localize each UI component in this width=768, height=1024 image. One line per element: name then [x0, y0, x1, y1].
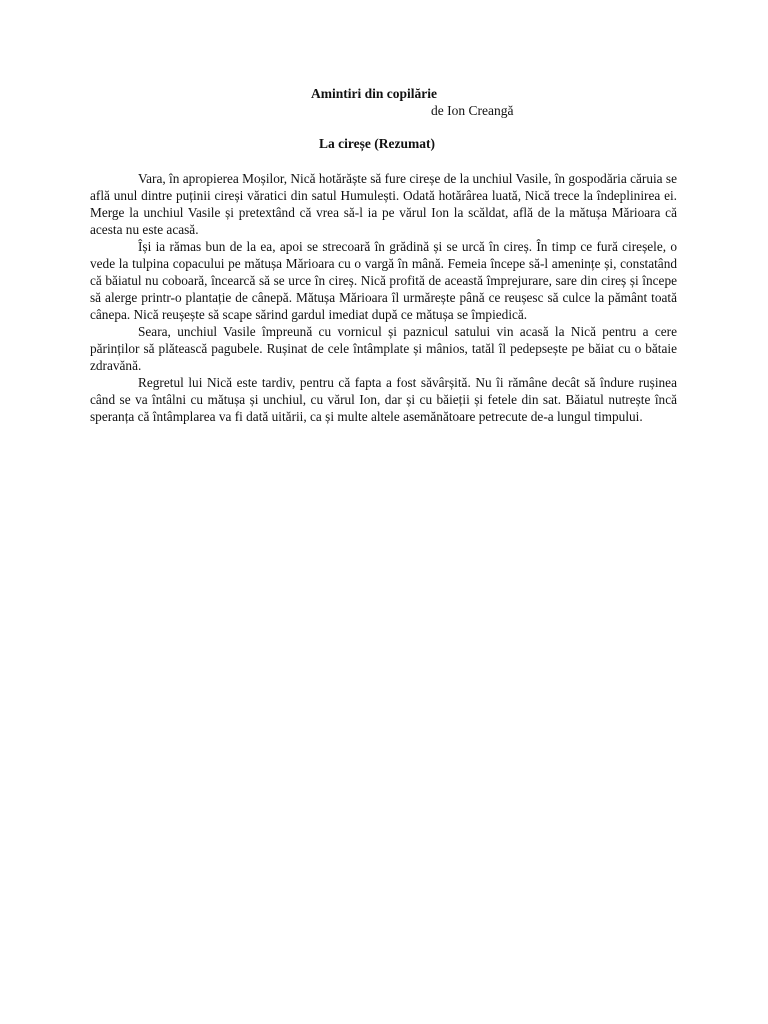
document-body [90, 170, 677, 425]
paragraph-2: Își ia rămas bun de la ea, apoi se strecoară în grădină și se urcă în cireș. În timp ce fură cireșele, o vede la tulpina copacului pe mătușa Mărioara cu o vargă în mână. Femeia începe să-l amenințe și, constatând că băiatul nu coboară, încearcă să se urce în cireș. Nică profită de această împrejurare, sare din cireș și începe să alerge printr-o plantație de cânepă. Mătușa Mărioara îl urmărește până ce reușesc să culce la pământ toată cânepa. Nică reușește să scape sărind gardul imediat după ce mătușa se împiedică. [90, 239, 677, 322]
paragraph-1: Vara, în apropierea Moșilor, Nică hotărăște să fure cireșe de la unchiul Vasile, în gospodăria căruia se află unul dintre puținii cireși văratici din satul Humulești. Odată hotărârea luată, Nică trece la îndeplinirea ei. Merge la unchiul Vasile și pretextând că vrea să-l ia pe vărul Ion la scăldat, află de la mătușa Mărioara că acesta nu este acasă. [90, 171, 677, 237]
document-author: de Ion Creangă [431, 103, 514, 118]
paragraph-4: Regretul lui Nică este tardiv, pentru că fapta a fost săvârșită. Nu îi rămâne decât să îndure rușinea când se va întâlni cu mătușa și unchiul, cu vărul Ion, dar și cu băieții și fetele din sat. Băiatul nutrește încă speranța că întâmplarea va fi dată uitării, ca și multe altele asemănătoare petrecute de-a lungul timpului. [90, 375, 677, 424]
document-title: Amintiri din copilărie [311, 86, 437, 101]
paragraph-3: Seara, unchiul Vasile împreună cu vornicul și paznicul satului vin acasă la Nică pentru a cere părinților să plătească pagubele. Rușinat de cele întâmplate și mânios, tatăl îl pedepsește pe băiat cu o bătaie zdravănă. [90, 324, 677, 373]
document-subtitle: La cireșe (Rezumat) [319, 136, 435, 151]
